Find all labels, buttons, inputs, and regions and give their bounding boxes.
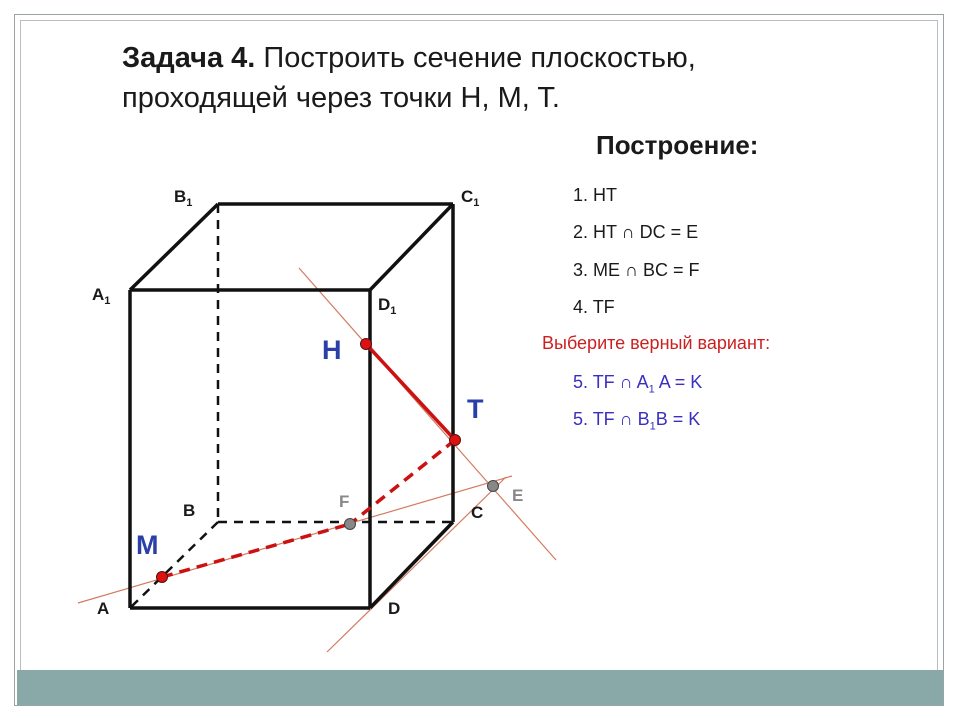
point-F xyxy=(345,519,356,530)
label-M: M xyxy=(136,530,159,560)
task-title-line2: проходящей через точки H, M, T. xyxy=(122,82,560,114)
line-HT-extended xyxy=(299,268,556,560)
point-H xyxy=(361,339,372,350)
label-E: E xyxy=(512,486,524,505)
edge-C1D1 xyxy=(370,204,453,290)
edge-DC xyxy=(370,522,453,608)
label-H: H xyxy=(322,335,342,365)
option-a1a-text-end: A = K xyxy=(654,372,703,392)
label-B1: $B_1$ xyxy=(174,187,193,209)
option-a1a-sub: 1 xyxy=(648,383,655,396)
edge-A1B1 xyxy=(130,204,218,290)
section-HT xyxy=(366,344,455,440)
label-C1: $C_1$ xyxy=(461,187,480,209)
option-a1a-text: 5. TF ∩ A xyxy=(573,372,649,392)
label-T: T xyxy=(467,394,484,424)
option-b1b-text-end: B = K xyxy=(655,409,701,429)
point-T xyxy=(450,435,461,446)
label-A1: $A_1$ xyxy=(92,285,111,307)
label-C: C xyxy=(471,503,484,522)
label-F: F xyxy=(339,492,350,511)
point-E xyxy=(488,481,499,492)
step-3: 3. ME ∩ BC = F xyxy=(573,260,700,280)
label-D: D xyxy=(388,599,401,618)
point-M xyxy=(157,572,168,583)
task-title-line1: Построить сечение плоскостью, xyxy=(255,42,696,74)
step-1: 1. HT xyxy=(573,185,618,205)
construction-heading: Построение: xyxy=(596,130,759,160)
task-number: Задача 4. xyxy=(122,42,256,74)
label-B: B xyxy=(183,501,196,520)
step-2: 2. HT ∩ DC = E xyxy=(573,222,699,242)
option-b1b-text: 5. TF ∩ B xyxy=(573,409,650,429)
step-4: 4. TF xyxy=(573,297,615,317)
section-TF xyxy=(350,440,455,524)
label-A: A xyxy=(97,599,110,618)
choose-prompt: Выберите верный вариант: xyxy=(542,333,771,353)
option-b1b-sub: 1 xyxy=(649,420,656,433)
label-D1: $D_1$ xyxy=(378,295,397,317)
